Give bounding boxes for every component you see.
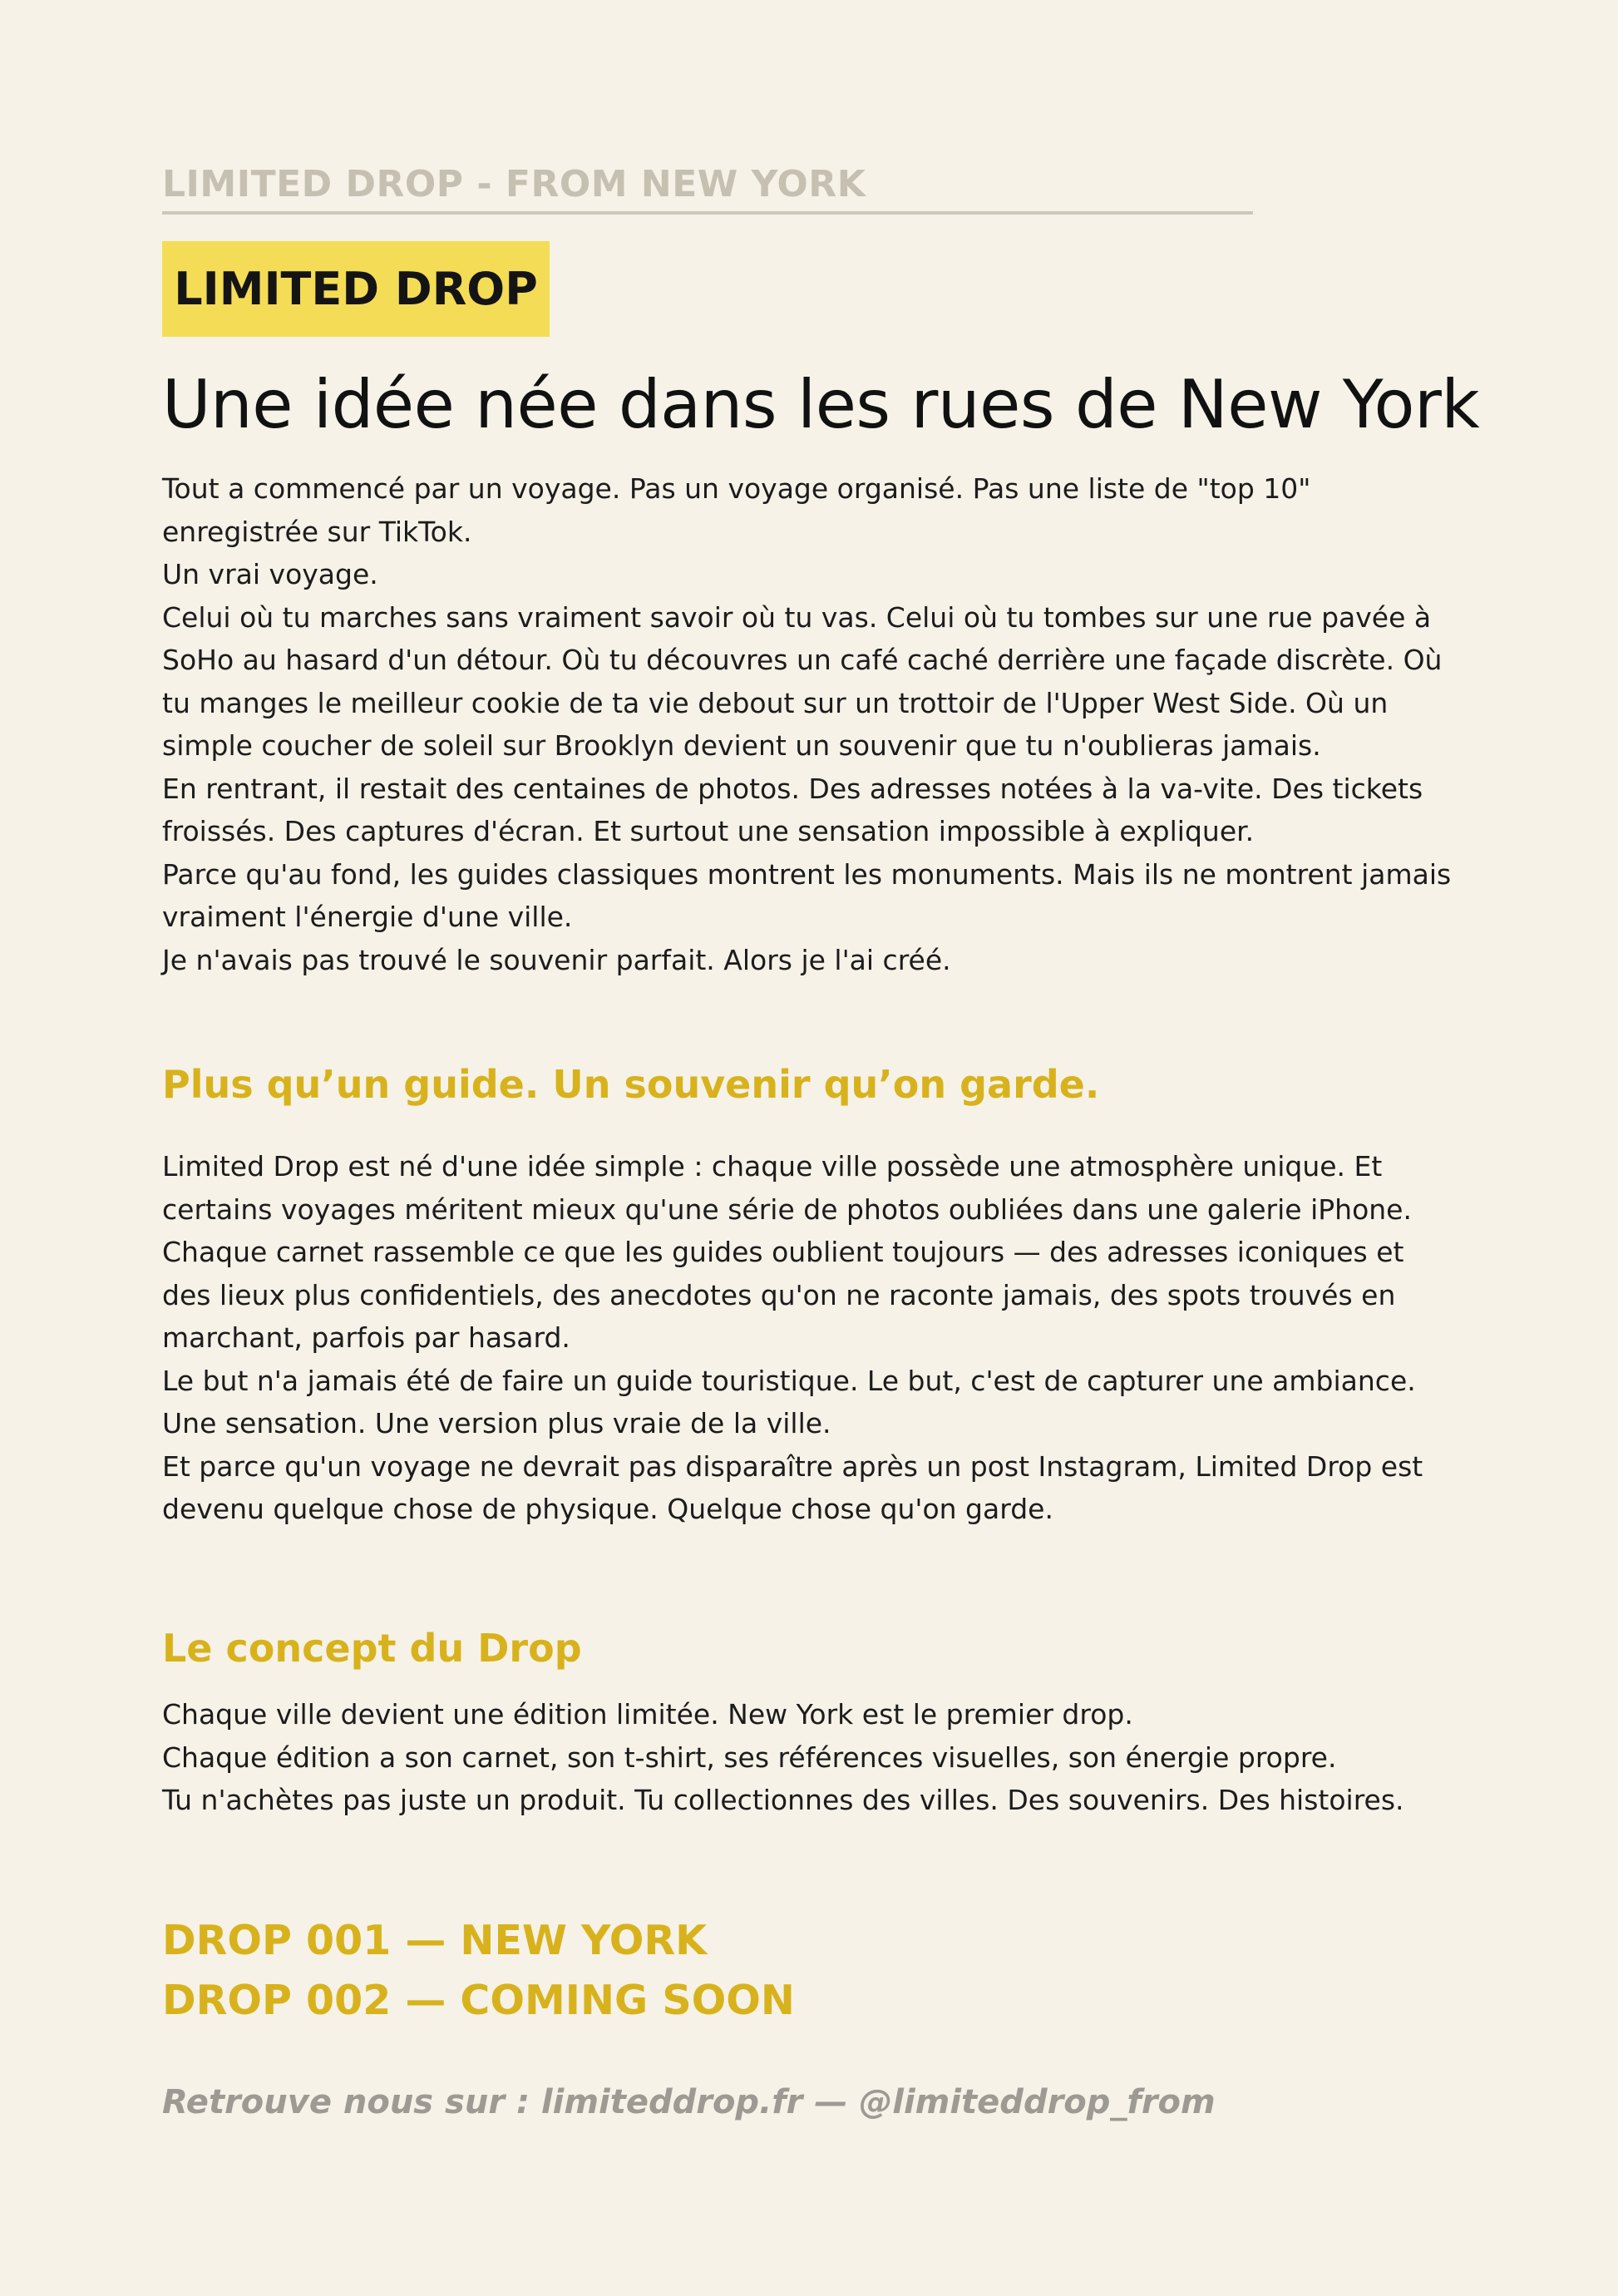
brand-badge <box>162 241 550 337</box>
intro-paragraph: Un vrai voyage. <box>162 558 378 590</box>
section-heading-guide: Plus qu’un guide. Un souvenir qu’on garde. <box>162 1062 1100 1107</box>
kicker-title: LIMITED DROP - FROM NEW YORK <box>162 163 866 205</box>
footer-contact: Retrouve nous sur : limiteddrop.fr — @limiteddrop_from <box>162 2083 1216 2121</box>
brand-badge-label: LIMITED DROP <box>174 263 538 315</box>
concept-text <box>162 1693 1459 1822</box>
drop-item-001: DROP 001 — NEW YORK <box>162 1917 708 1964</box>
guide-paragraph: Le but n'a jamais été de faire un guide touristique. Le but, c'est de capturer une ambiance. Une sensation. Une version plus vraie de la ville. <box>162 1364 1416 1439</box>
section-heading-concept: Le concept du Drop <box>162 1626 582 1671</box>
kicker-divider <box>162 211 1253 215</box>
guide-text <box>162 1145 1459 1531</box>
concept-paragraph: Tu n'achètes pas juste un produit. Tu collectionnes des villes. Des souvenirs. Des histoires. <box>162 1784 1404 1816</box>
guide-paragraph: Limited Drop est né d'une idée simple : chaque ville possède une atmosphère unique. Et certains voyages méritent mieux qu'une série de photos oubliées dans une galerie iPhone. <box>162 1150 1412 1226</box>
intro-paragraph: Parce qu'au fond, les guides classiques montrent les monuments. Mais ils ne montrent jamais vraiment l'énergie d'une ville. <box>162 857 1452 933</box>
guide-paragraph: Chaque carnet rassemble ce que les guides oublient toujours — des adresses iconiques et des lieux plus confidentiels, des anecdotes qu'on ne raconte jamais, des spots trouvés en marchant, parfois par hasard. <box>162 1236 1404 1354</box>
intro-paragraph: Tout a commencé par un voyage. Pas un voyage organisé. Pas une liste de "top 10" enregistrée sur TikTok. <box>162 472 1311 548</box>
guide-paragraph: Et parce qu'un voyage ne devrait pas disparaître après un post Instagram, Limited Drop est devenu quelque chose de physique. Quelque chose qu'on garde. <box>162 1449 1423 1525</box>
intro-paragraph: Je n'avais pas trouvé le souvenir parfait. Alors je l'ai créé. <box>162 943 951 976</box>
drop-list <box>162 1911 795 2031</box>
concept-paragraph: Chaque ville devient une édition limitée. New York est le premier drop. <box>162 1698 1133 1731</box>
intro-paragraph: Celui où tu marches sans vraiment savoir où tu vas. Celui où tu tombes sur une rue pavée à SoHo au hasard d'un détour. Où tu découvres un café caché derrière une façade discrète. Où tu manges le meilleur cookie de ta vie debout sur un trottoir de l'Upper West Side. Où un simple coucher de soleil sur Brooklyn devient un souvenir que tu n'oublieras jamais. <box>162 600 1443 762</box>
intro-text <box>162 467 1459 981</box>
drop-item-002: DROP 002 — COMING SOON <box>162 1977 795 2024</box>
page-title: Une idée née dans les rues de New York <box>162 366 1480 443</box>
intro-paragraph: En rentrant, il restait des centaines de photos. Des adresses notées à la va-vite. Des tickets froissés. Des captures d'écran. Et surtout une sensation impossible à expliquer. <box>162 772 1423 847</box>
concept-paragraph: Chaque édition a son carnet, son t-shirt, ses références visuelles, son énergie propre. <box>162 1741 1337 1774</box>
